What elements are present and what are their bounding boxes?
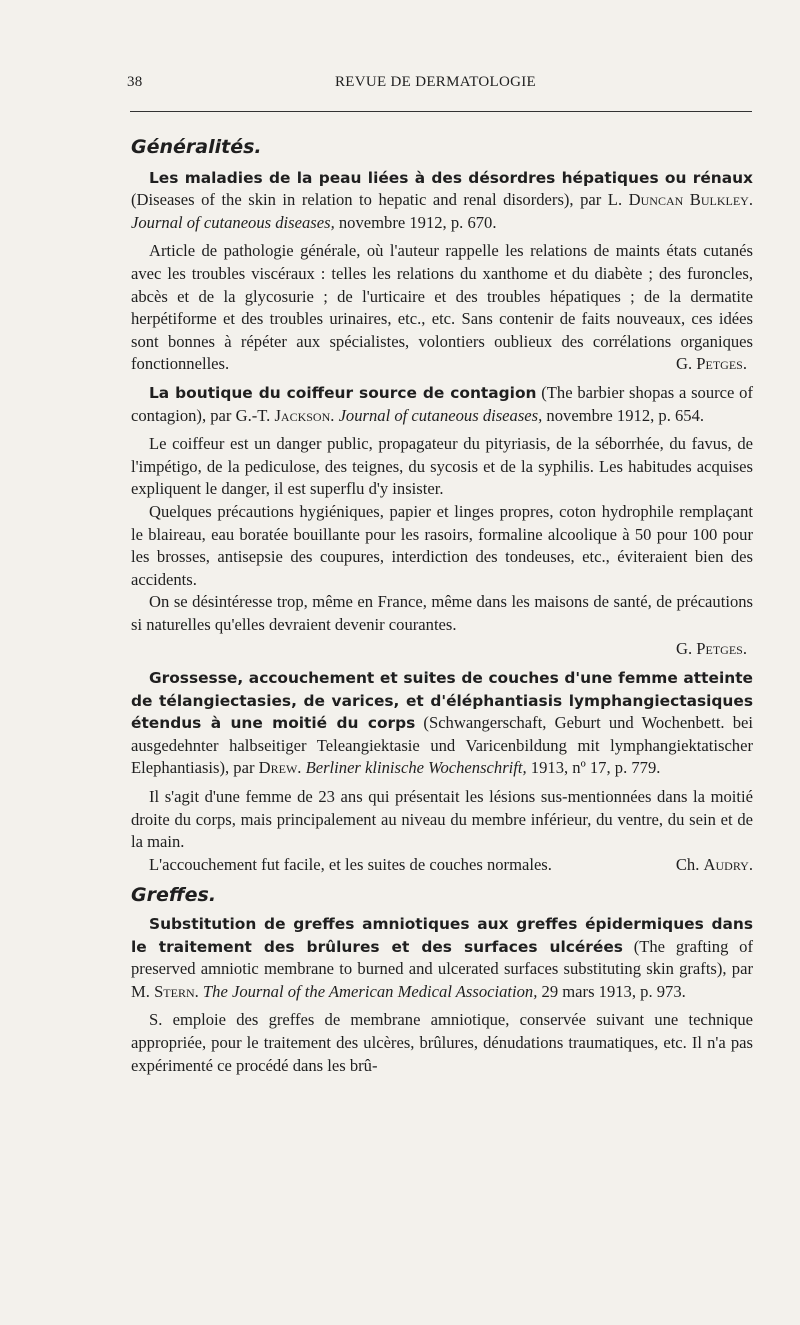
article-2-sep: . — [330, 405, 339, 425]
article-4-sep: . — [194, 981, 203, 1001]
article-1-sep: . — [748, 190, 754, 210]
article-2-para-1: Le coiffeur est un danger public, propagateur du pityriasis, de la séborrhée, du favus, de l'impétigo, de la pediculose, des teignes, du sycosis et de la syphilis. Les habitudes acquises expliquent le danger, il est superflu d'y insister. — [131, 434, 753, 499]
article-4-author: Stern — [154, 981, 195, 1001]
article-2-para-3: On se désintéresse trop, même en France, même dans les maisons de santé, de précautions si naturelles qu'elles devraient devenir courantes. — [131, 592, 753, 634]
article-2-reference — [131, 382, 753, 427]
article-1-citation: novembre 1912, p. 670. — [334, 212, 497, 232]
article-3-sig-initial: Ch. — [675, 854, 704, 874]
article-4-reference — [131, 913, 753, 1003]
page-content — [131, 132, 753, 1077]
section-title-greffes: Greffes. — [131, 884, 217, 907]
article-3-citation: 1913, nº 17, p. 779. — [526, 758, 661, 778]
article-2-author: Jackson — [274, 405, 331, 425]
article-4-translation: (The grafting of preserved amniotic membrane to burned and ulcerated surfaces substituting skin grafts), par M. — [131, 936, 753, 1001]
article-4-title: Substitution de greffes amniotiques aux greffes épidermiques dans le traitement des brûlures et des surfaces ulcérées — [131, 915, 753, 956]
article-3-para-2-line — [131, 854, 753, 877]
article-1-title: Les maladies de la peau liées à des désordres hépatiques ou rénaux — [149, 168, 753, 187]
article-3-signature — [676, 854, 753, 877]
article-2-signature — [131, 638, 753, 661]
header-rule — [130, 111, 752, 112]
journal-title: REVUE DE DERMATOLOGIE — [335, 74, 537, 90]
article-4-citation: 29 mars 1913, p. 973. — [537, 981, 686, 1001]
article-3 — [131, 667, 753, 876]
article-3-translation: (Schwangerschaft, Geburt und Wochenbett. bei ausgedehnter halbseitiger Teleangiektasie und Varicenbildung mit lymphangiektatischer Elephantiasis), par — [131, 713, 753, 778]
article-1-sig-initial: G. — [676, 354, 697, 374]
article-2 — [131, 382, 753, 661]
article-2-citation: novembre 1912, p. 654. — [542, 405, 705, 425]
article-3-sig-name: Audry. — [703, 854, 753, 874]
article-2-sig-initial: G. — [676, 639, 697, 659]
article-1-signature — [676, 353, 753, 376]
article-3-journal: Berliner klinische Wochenschrift, — [305, 758, 527, 778]
page-number: 38 — [127, 74, 143, 90]
article-3-para-2: L'accouchement fut facile, et les suites de couches normales. — [149, 854, 552, 874]
article-1-body-text: Article de pathologie générale, où l'auteur rappelle les relations de maints états cutanés avec les troubles viscéraux : telles les relations du xanthome et du diabète ; des furoncles, abcès et de la glycosurie ; de l'urticaire et des troubles hépatiques ; de la dermatite herpétiforme et des troubles urinaires, etc., etc. Sans contenir de faits nouveaux, ces idées sont bonnes à répéter aux spécialistes, volontiers oublieux des corrélations organiques fonctionnelles. — [131, 241, 753, 374]
article-1-translation: (Diseases of the skin in relation to hepatic and renal disorders), par L. — [131, 190, 629, 210]
article-2-translation: (The barbier shopas a source of contagion), par G.-T. — [131, 382, 753, 425]
article-3-title: Grossesse, accouchement et suites de couches d'une femme atteinte de télangiectasies, de varices, et d'éléphantiasis lymphangiectasiques étendus à une moitié du corps — [131, 669, 753, 733]
article-1-sig-name: Petges. — [696, 354, 747, 374]
article-2-sig-name: Petges. — [696, 639, 747, 659]
article-4 — [131, 913, 753, 1077]
article-3-sep: . — [297, 758, 306, 778]
article-4-para-1: S. emploie des greffes de membrane amniotique, conservée suivant une technique appropriée, pour le traitement des ulcères, brûlures, dénudations traumatiques, etc. Il n'a pas expérimenté ce procédé dans les brû- — [131, 1010, 753, 1075]
article-2-title: La boutique du coiffeur source de contagion — [149, 383, 537, 402]
article-1-reference — [131, 167, 753, 235]
article-1 — [131, 167, 753, 376]
section-title-generalites: Généralités. — [131, 136, 262, 158]
article-2-para-2: Quelques précautions hygiéniques, papier et linges propres, coton hydrophile remplaçant le blaireau, eau boratée bouillante pour les rasoirs, formaline alcoolique à 50 pour 100 pour les brosses, antisepsie des coupures, interdiction des tondeuses, etc., éviteraient bien des accidents. — [131, 501, 753, 589]
article-2-journal: Journal of cutaneous diseases, — [338, 405, 543, 425]
article-3-author: Drew — [258, 758, 298, 778]
article-1-body — [131, 240, 753, 376]
article-3-para-1: Il s'agit d'une femme de 23 ans qui présentait les lésions sus-mentionnées dans la moitié droite du corps, mais principalement au niveau du membre inférieur, du ventre, du sein et de la main. — [131, 787, 753, 852]
article-3-reference — [131, 667, 753, 780]
article-1-author: Duncan Bulkley — [628, 190, 749, 210]
article-4-journal: The Journal of the American Medical Association, — [202, 981, 538, 1001]
article-1-journal: Journal of cutaneous diseases, — [131, 212, 335, 232]
